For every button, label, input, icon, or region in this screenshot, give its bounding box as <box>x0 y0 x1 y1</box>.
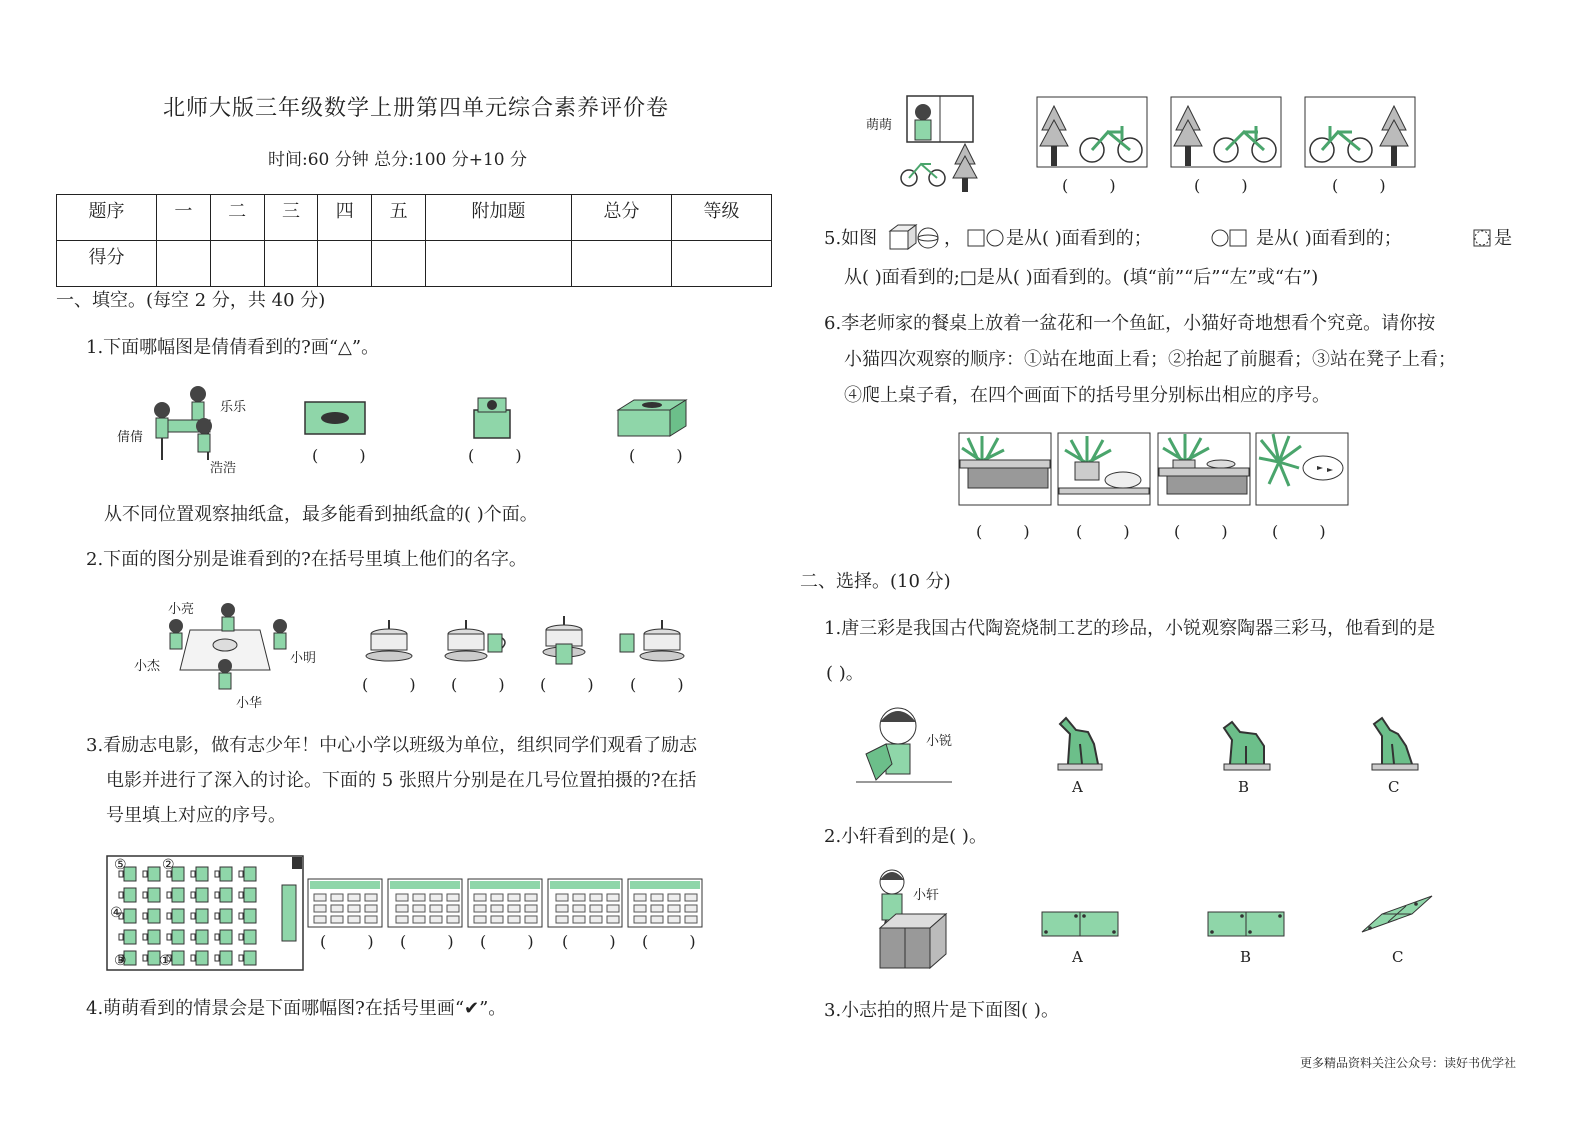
answer-blank[interactable]: ( ) <box>976 522 1048 541</box>
score-header-cell: 题序 <box>57 195 157 241</box>
score-input-cell[interactable] <box>156 241 210 287</box>
question-1-text: 1.下面哪幅图是倩倩看到的?画“△”。 <box>86 337 380 358</box>
answer-blank[interactable]: ( ) <box>320 932 392 951</box>
answer-blank[interactable]: ( ) <box>1062 176 1134 195</box>
option-label-b: B <box>1240 948 1252 966</box>
blocks-option-c <box>1360 894 1434 936</box>
question-5-blank1: 是从( )面看到的； <box>1006 228 1152 249</box>
seat-desk <box>244 909 256 923</box>
cake-view-1 <box>364 618 414 662</box>
seat-desk <box>196 951 208 965</box>
score-table <box>56 194 772 287</box>
blocks-option-a <box>1040 910 1120 938</box>
exam-info: 时间:60 分钟 总分:100 分+10 分 <box>268 150 528 170</box>
seat-chair <box>191 934 195 940</box>
seat-marker: ② <box>162 857 175 873</box>
seat-desk <box>148 888 160 902</box>
seat-marker: ⑤ <box>114 857 127 873</box>
s2-question-2-text: 2.小轩看到的是( )。 <box>824 826 987 847</box>
answer-blank[interactable]: ( ) <box>1174 522 1246 541</box>
answer-blank[interactable]: ( ) <box>562 932 634 951</box>
seat-chair <box>191 871 195 877</box>
seat-chair <box>239 913 243 919</box>
cat-view-1 <box>958 432 1052 506</box>
answer-blank[interactable]: ( ) <box>362 675 434 694</box>
seat-desk <box>220 867 232 881</box>
seat-desk <box>196 867 208 881</box>
label-mengmeng: 萌萌 <box>866 118 893 133</box>
seat-chair <box>239 955 243 961</box>
question-2-text: 2.下面的图分别是谁看到的?在括号里填上他们的名字。 <box>86 549 527 570</box>
seat-desk <box>244 930 256 944</box>
footer-note: 更多精品资料关注公众号：读好书优学社 <box>1299 1056 1516 1070</box>
seat-desk <box>244 888 256 902</box>
seat-chair <box>167 934 171 940</box>
label-xiaojie: 小杰 <box>134 659 161 674</box>
seat-desk <box>196 909 208 923</box>
score-input-cell[interactable] <box>264 241 318 287</box>
seat-desk <box>172 909 184 923</box>
question-6-line2: 小猫四次观察的顺序：①站在地面上看；②抬起了前腿看；③站在凳子上看； <box>844 349 1456 370</box>
score-input-cell[interactable] <box>572 241 672 287</box>
xiaoxuan-with-blocks <box>858 866 950 972</box>
label-xiaoliang: 小亮 <box>168 602 195 617</box>
seat-chair <box>119 892 123 898</box>
seat-chair <box>215 955 219 961</box>
question-4-text: 4.萌萌看到的情景会是下面哪幅图?在括号里画“✔”。 <box>86 998 507 1019</box>
seat-desk <box>220 909 232 923</box>
mengmeng-window-scene <box>895 94 985 194</box>
seat-chair <box>215 934 219 940</box>
seat-marker: ① <box>159 953 172 969</box>
question-5-suffix: 是 <box>1494 228 1512 249</box>
tissue-box-side-view <box>472 396 512 440</box>
seat-desk <box>124 909 136 923</box>
option-label-c: C <box>1392 948 1404 966</box>
section2-heading: 二、选择。(10 分) <box>800 571 951 592</box>
option-label-a: A <box>1072 778 1083 796</box>
score-input-cell[interactable] <box>318 241 372 287</box>
page-title: 北师大版三年级数学上册第四单元综合素养评价卷 <box>163 96 670 121</box>
blocks-option-b <box>1206 910 1286 938</box>
label-xiaoxuan: 小轩 <box>913 888 940 903</box>
seat-chair <box>215 871 219 877</box>
classroom-seat-map <box>106 855 304 971</box>
seat-chair <box>143 892 147 898</box>
seat-desk <box>148 930 160 944</box>
question-3-line2: 电影并进行了深入的讨论。下面的 5 张照片分别是在几号位置拍摄的?在括 <box>106 770 697 791</box>
label-lele: 乐乐 <box>220 400 247 415</box>
cube-sphere-figure <box>886 223 942 251</box>
cake-view-2 <box>444 618 510 662</box>
label-xiaohua: 小华 <box>236 696 263 711</box>
label-xiaoming: 小明 <box>290 651 317 666</box>
score-input-cell[interactable] <box>372 241 426 287</box>
seat-desk <box>220 930 232 944</box>
seat-desk <box>196 930 208 944</box>
s2-question-1-line1: 1.唐三彩是我国古代陶瓷烧制工艺的珍品，小锐观察陶器三彩马，他看到的是 <box>824 618 1436 639</box>
answer-blank[interactable]: ( ) <box>480 932 552 951</box>
classroom-photo <box>388 879 462 927</box>
seat-desk <box>172 930 184 944</box>
score-input-cell[interactable] <box>210 241 264 287</box>
horse-option-a <box>1048 714 1108 772</box>
question-5-blank2: 是从( )面看到的； <box>1256 228 1402 249</box>
score-header-cell: 附加题 <box>426 195 572 241</box>
question-1-followup: 从不同位置观察抽纸盒，最多能看到抽纸盒的( )个面。 <box>104 504 538 525</box>
classroom-photo <box>548 879 622 927</box>
seat-desk <box>220 888 232 902</box>
seat-desk <box>124 888 136 902</box>
cat-view-2 <box>1057 432 1151 506</box>
seat-desk <box>124 930 136 944</box>
label-haohao: 浩浩 <box>210 461 237 476</box>
horse-option-b <box>1216 714 1276 772</box>
option-label-a: A <box>1072 948 1083 966</box>
question-3-line3: 号里填上对应的序号。 <box>106 805 286 826</box>
seat-desk <box>148 867 160 881</box>
seat-chair <box>239 871 243 877</box>
seat-chair <box>239 934 243 940</box>
answer-blank[interactable]: ( ) <box>468 446 540 465</box>
seat-desk <box>244 951 256 965</box>
classroom-photo <box>628 879 702 927</box>
answer-blank[interactable]: ( ) <box>1194 176 1266 195</box>
score-header-cell: 总分 <box>572 195 672 241</box>
seat-desk <box>244 867 256 881</box>
question-3-line1: 3.看励志电影，做有志少年！中心小学以班级为单位，组织同学们观看了励志 <box>86 735 698 756</box>
seat-chair <box>167 913 171 919</box>
score-header-cell: 等级 <box>672 195 772 241</box>
answer-blank[interactable]: ( ) <box>312 446 384 465</box>
seat-desk <box>172 951 184 965</box>
cake-view-3 <box>542 614 592 666</box>
section1-heading: 一、填空。(每空 2 分，共 40 分) <box>56 290 326 311</box>
tissue-box-3d-view <box>614 398 688 440</box>
tissue-box-top-view <box>303 400 367 436</box>
circle-square-view <box>1210 228 1250 248</box>
cat-view-3 <box>1157 432 1251 506</box>
answer-blank[interactable]: ( ) <box>642 932 714 951</box>
q2-table-scene <box>140 600 310 700</box>
seat-desk <box>196 888 208 902</box>
question-6-line3: ④爬上桌子看，在四个画面下的括号里分别标出相应的序号。 <box>844 385 1330 406</box>
score-header-cell: 三 <box>264 195 318 241</box>
score-input-cell[interactable] <box>672 241 772 287</box>
seat-marker: ④ <box>110 905 123 921</box>
seat-chair <box>191 892 195 898</box>
seat-chair <box>143 955 147 961</box>
cat-view-4 <box>1255 432 1349 506</box>
question-5-line2: 从( )面看到的;□是从( )面看到的。(填“前”“后”“左”或“右”) <box>844 267 1319 288</box>
score-row-label: 得分 <box>57 241 157 287</box>
option-label-c: C <box>1388 778 1400 796</box>
seat-desk <box>148 909 160 923</box>
score-header-cell: 一 <box>156 195 210 241</box>
classroom-photo <box>468 879 542 927</box>
score-input-cell[interactable] <box>426 241 572 287</box>
seat-chair <box>191 955 195 961</box>
seat-chair <box>191 913 195 919</box>
label-qianqian: 倩倩 <box>117 430 144 445</box>
score-header-cell: 五 <box>372 195 426 241</box>
bike-tree-view-1 <box>1036 96 1148 168</box>
answer-blank[interactable]: ( ) <box>630 675 702 694</box>
question-6-line1: 6.李老师家的餐桌上放着一盆花和一个鱼缸，小猫好奇地想看个究竟。请你按 <box>824 313 1436 334</box>
seat-desk <box>220 951 232 965</box>
bike-tree-view-2 <box>1170 96 1282 168</box>
square-circle-overlap-view <box>1472 228 1492 248</box>
score-header-cell: 四 <box>318 195 372 241</box>
seat-chair <box>143 913 147 919</box>
option-label-b: B <box>1238 778 1250 796</box>
answer-blank[interactable]: ( ) <box>1076 522 1148 541</box>
answer-blank[interactable]: ( ) <box>1272 522 1344 541</box>
seat-desk <box>172 888 184 902</box>
score-header-cell: 二 <box>210 195 264 241</box>
seat-chair <box>167 892 171 898</box>
cake-view-4 <box>618 618 688 662</box>
seat-chair <box>119 934 123 940</box>
seat-chair <box>143 871 147 877</box>
answer-blank[interactable]: ( ) <box>451 675 523 694</box>
s2-question-3-text: 3.小志拍的照片是下面图( )。 <box>824 1000 1059 1021</box>
classroom-photo-strip <box>306 878 704 928</box>
seat-chair <box>215 892 219 898</box>
answer-blank[interactable]: ( ) <box>629 446 701 465</box>
square-circle-view <box>966 228 1006 248</box>
answer-blank[interactable]: ( ) <box>1332 176 1404 195</box>
answer-blank[interactable]: ( ) <box>400 932 472 951</box>
question-5-comma: ， <box>944 228 962 249</box>
classroom-photo <box>308 879 382 927</box>
seat-chair <box>239 892 243 898</box>
label-xiaorui: 小锐 <box>926 734 953 749</box>
question-5-prefix: 5.如图 <box>824 228 878 249</box>
seat-chair <box>215 913 219 919</box>
seat-chair <box>143 934 147 940</box>
bike-tree-view-3 <box>1304 96 1416 168</box>
s2-question-1-line2: ( )。 <box>826 663 864 684</box>
seat-marker: ③ <box>114 953 127 969</box>
horse-option-c <box>1364 714 1424 772</box>
answer-blank[interactable]: ( ) <box>540 675 612 694</box>
